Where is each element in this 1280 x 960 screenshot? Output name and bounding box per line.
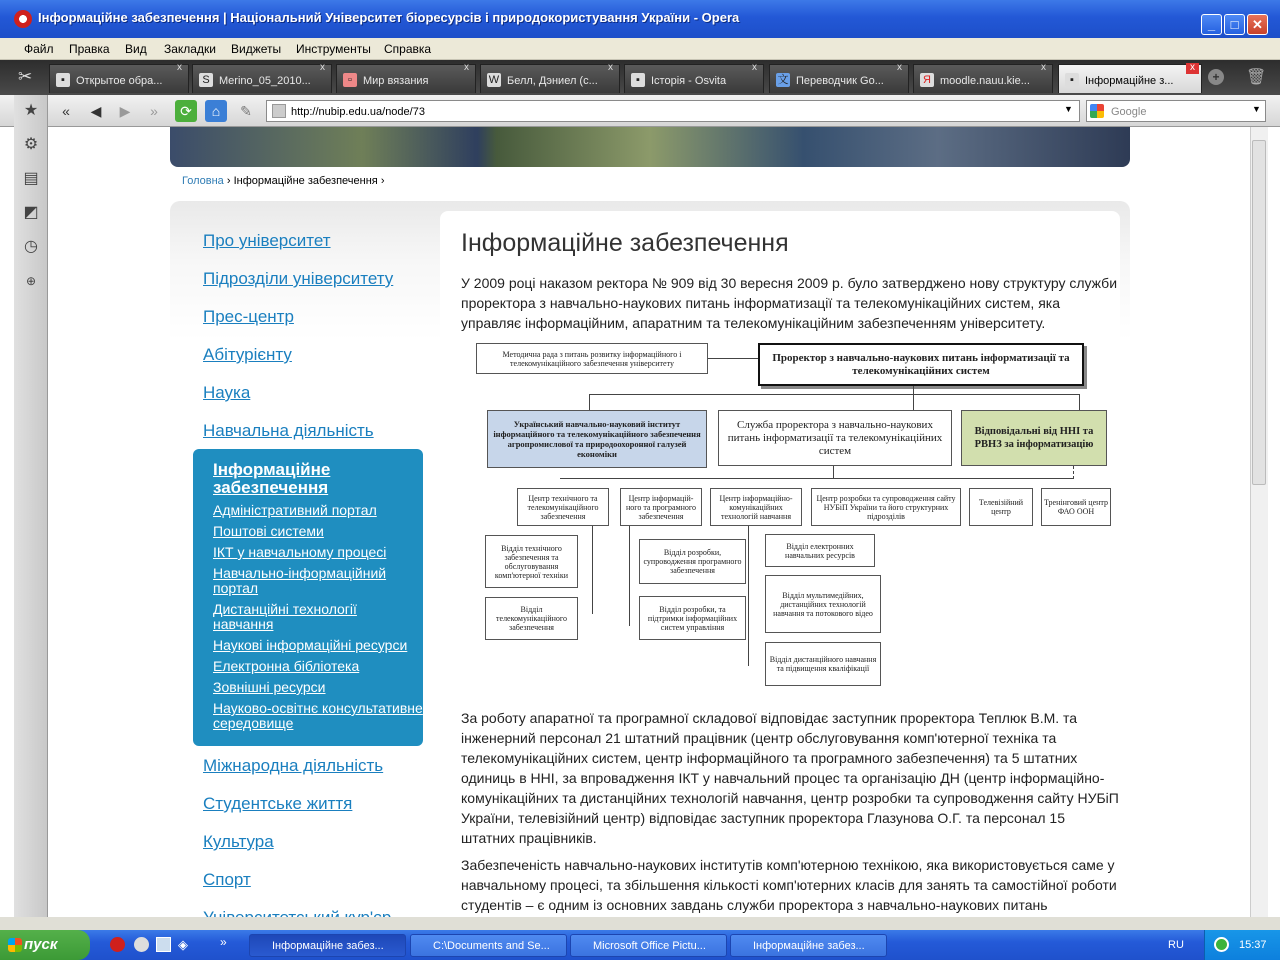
rewind-icon[interactable]: « <box>62 103 70 119</box>
quicklaunch-desktop-icon[interactable] <box>156 937 171 952</box>
nav-press[interactable]: Прес-центр <box>203 307 294 326</box>
subnav-edu-portal[interactable]: Навчально-інформаційний портал <box>213 565 387 596</box>
page-icon: ▪ <box>56 73 70 87</box>
diagram-dept-software: Відділ розробки, супроводження програмного забезпечення <box>639 539 746 584</box>
nav-about[interactable]: Про університет <box>203 231 331 250</box>
diagram-connector <box>629 526 630 626</box>
address-input[interactable]: http://nubip.edu.ua/node/73 <box>266 100 1080 122</box>
subnav-external[interactable]: Зовнішні ресурси <box>213 679 326 695</box>
intro-paragraph: У 2009 році наказом ректора № 909 від 30 вересня 2009 р. було затверджено нову структуру служби проректора з навчально-наукових питань інформатизації та телекомунікаційних систем, яка управляє інформаційним, апаратним та телекомунікаційним забезпеченням університету. <box>461 275 1118 331</box>
menu-bookmarks[interactable]: Закладки <box>164 42 216 56</box>
diagram-connector <box>1073 466 1074 480</box>
nav-international[interactable]: Міжнародна діяльність <box>203 756 384 775</box>
diagram-dept-eresources: Відділ електронних навчальних ресурсів <box>765 534 875 567</box>
tab-label: Merino_05_2010... <box>219 75 311 87</box>
subnav-ict[interactable]: ІКТ у навчальному процесі <box>213 544 387 560</box>
task-label: Інформаційне забез... <box>272 940 384 952</box>
org-structure-diagram <box>469 334 1119 689</box>
clock: 15:37 <box>1239 939 1267 951</box>
tray-network-icon[interactable] <box>1214 937 1229 952</box>
menu-view[interactable]: Вид <box>125 42 147 56</box>
tab-6[interactable] <box>769 64 909 93</box>
task-label: C:\Documents and Se... <box>433 940 550 952</box>
window-title-bar[interactable] <box>0 0 1280 38</box>
nav-info-support-active[interactable]: Інформаційне забезпечення <box>213 460 331 497</box>
breadcrumb-home-link[interactable]: Головна <box>182 175 224 187</box>
quicklaunch-3d-icon[interactable]: ◈ <box>178 937 188 952</box>
status-bar <box>0 917 1280 930</box>
history-clock-icon[interactable]: ◷ <box>24 238 38 255</box>
language-indicator[interactable]: RU <box>1168 939 1184 951</box>
page-title: Інформаційне забезпечення <box>461 229 789 257</box>
forward-icon[interactable]: ▶ <box>119 103 131 119</box>
tab-2[interactable] <box>192 64 332 93</box>
subnav-mail-systems[interactable]: Поштові системи <box>213 523 324 539</box>
diagram-dept-tech: Відділ технічного забезпечення та обслуговування комп'ютерної техніки <box>485 535 578 588</box>
diagram-center-ict: Центр інформаційно-комунікаційних технологій навчання <box>710 488 802 526</box>
header-banner-image <box>170 127 1130 167</box>
diagram-prorector: Проректор з навчально-наукових питань інформатизації та телекомунікаційних систем <box>758 343 1084 386</box>
google-icon <box>1090 104 1104 118</box>
menu-file[interactable]: Файл <box>24 42 54 56</box>
subnav-consult[interactable]: Науково-освітнє консультативне середовище <box>213 700 423 731</box>
tab-close-icon[interactable]: x <box>1041 62 1046 73</box>
scrollbar-thumb[interactable] <box>1252 140 1266 485</box>
s-icon: S <box>199 73 213 87</box>
tab-close-icon[interactable]: x <box>177 62 182 73</box>
diagram-center-fao: Тренінговий центр ФАО ООН <box>1041 488 1111 526</box>
wikipedia-icon: W <box>488 74 500 86</box>
diagram-dept-distance: Відділ дистанційного навчання та підвищення кваліфікації <box>765 642 881 686</box>
diagram-council: Методична рада з питань розвитку інформаційного і телекомунікаційного забезпечення університету <box>476 343 708 374</box>
search-input[interactable]: Google <box>1086 100 1266 122</box>
diagram-responsible: Відповідальні від ННІ та РВНЗ за інформатизацію <box>961 410 1107 466</box>
diagram-connector <box>592 526 593 614</box>
nav-active-section <box>193 449 423 746</box>
diagram-dept-telecom: Відділ телекомунікаційного забезпечення <box>485 597 578 640</box>
search-dropdown-icon[interactable]: ▼ <box>1252 104 1261 114</box>
add-panel-icon[interactable]: ⊕ <box>25 274 37 288</box>
diagram-service: Служба проректора з навчально-наукових питань інформатизації та телекомунікаційних систем <box>718 410 952 466</box>
menu-edit[interactable]: Правка <box>69 42 110 56</box>
diagram-center-tv: Телевізійний центр <box>969 488 1033 526</box>
tab-label: Открытое обра... <box>76 75 163 87</box>
nav-sport[interactable]: Спорт <box>203 870 251 889</box>
start-flag-icon <box>8 938 22 952</box>
subnav-admin-portal[interactable]: Адміністративний портал <box>213 502 377 518</box>
diagram-dept-multimedia: Відділ мультимедійних, дистанційних технологій навчання та потокового відео <box>765 575 881 633</box>
subnav-science-resources[interactable]: Наукові інформаційні ресурси <box>213 637 408 653</box>
opera-logo-icon <box>14 10 32 28</box>
nav-science[interactable]: Наука <box>203 383 251 402</box>
nav-education[interactable]: Навчальна діяльність <box>203 421 374 440</box>
page-icon: ▪ <box>1065 73 1079 87</box>
diagram-center-web: Центр розробки та супроводження сайту НУБіП України та його структурних підрозділів <box>811 488 961 526</box>
task-label: Інформаційне забез... <box>753 940 865 952</box>
breadcrumb-separator: › <box>226 175 231 187</box>
diagram-connector <box>708 358 758 359</box>
page-favicon <box>272 104 286 118</box>
tab-label: moodle.nauu.kie... <box>940 75 1030 87</box>
close-button[interactable]: ✕ <box>1247 14 1268 35</box>
bookmarks-star-icon[interactable]: ★ <box>23 102 39 119</box>
settings-gear-icon[interactable]: ⚙ <box>23 136 39 153</box>
nav-culture[interactable]: Культура <box>203 832 274 851</box>
menu-bar <box>0 38 1280 60</box>
diagram-connector <box>748 526 749 666</box>
web-page <box>49 127 1250 917</box>
taskbar-opera[interactable] <box>249 934 406 957</box>
edit-icon[interactable]: ✎ <box>240 103 252 119</box>
minimize-button[interactable]: _ <box>1201 14 1222 35</box>
tab-label: Переводчик Go... <box>796 75 884 87</box>
diagram-connector <box>560 478 1073 479</box>
diagram-dept-systems: Відділ розробки, та підтримки інформаційних систем управління <box>639 596 746 640</box>
side-panel <box>14 95 48 917</box>
tab-close-icon[interactable]: x <box>1186 63 1199 74</box>
back-icon[interactable]: ◀ <box>90 103 102 119</box>
nav-student-life[interactable]: Студентське життя <box>203 794 353 813</box>
breadcrumb-current: Інформаційне забезпечення <box>233 175 378 187</box>
nav-applicants[interactable]: Абітурієнту <box>203 345 292 364</box>
taskbar-word[interactable] <box>730 934 887 957</box>
diagram-center-tech: Центр технічного та телекомунікаційного забезпечення <box>517 488 609 526</box>
feeds-icon[interactable]: ◩ <box>23 204 39 221</box>
tab-label: Белл, Дэниел (с... <box>507 75 598 87</box>
tab-3[interactable] <box>336 64 476 93</box>
start-button[interactable]: пуск <box>0 930 90 960</box>
tab-close-icon[interactable]: x <box>752 62 757 73</box>
tab-close-icon[interactable]: x <box>897 62 902 73</box>
tools-icon[interactable]: ✂ <box>18 67 33 86</box>
taskbar-picture-manager[interactable] <box>570 934 727 957</box>
trash-icon[interactable]: 🗑 <box>1246 69 1267 86</box>
maximize-button[interactable]: □ <box>1224 14 1245 35</box>
diagram-connector <box>589 394 590 410</box>
diagram-center-info: Центр інформацій-ного та програмного забезпечення <box>620 488 702 526</box>
staff-paragraph: За роботу апаратної та програмної складової відповідає заступник проректора Теплюк В.М. та інженерний персонал 21 штатний працівник (центр обслуговування комп'ютерної техніка та телекомунікаційних систем, центр інформаційного та програмного забезпечення) та 5 штатних одиниць в ННІ, за впровадження ІКТ у навчальний процес та організацію ДН (центр інформаційно-комунікаційних та дистанційних технологій навчання, центр розробки та супроводження сайту НУБіП України, телевізійний центр) відповідає заступник проректора Глазунова О.Г. та персонал 15 штатних працівників. <box>461 710 1119 846</box>
tab-1[interactable] <box>49 64 189 93</box>
tab-label: Інформаційне з... <box>1085 75 1174 87</box>
taskbar-explorer[interactable] <box>410 934 567 957</box>
tab-5[interactable] <box>624 64 764 93</box>
breadcrumb-separator: › <box>380 175 385 187</box>
tab-close-icon[interactable]: x <box>464 62 469 73</box>
task-label: Microsoft Office Pictu... <box>593 940 706 952</box>
subnav-library[interactable]: Електронна бібліотека <box>213 658 360 674</box>
address-dropdown-icon[interactable]: ▼ <box>1064 104 1073 114</box>
menu-widgets[interactable]: Виджеты <box>231 42 282 56</box>
quicklaunch-media-icon[interactable] <box>134 937 149 952</box>
image-icon: ▫ <box>343 73 357 87</box>
translate-icon: 文 <box>777 74 789 86</box>
equipment-paragraph: Забезпеченість навчально-наукових інститутів комп'ютерною технікою, яка використовується саме у навчальному процесі, та збільшення кількості комп'ютерних класів для занять та самостійної роботи студентів – є одним із основних завдань служби проректора з навчально-наукових питань <box>461 857 1117 913</box>
quicklaunch-opera-icon[interactable] <box>110 937 125 952</box>
tab-7[interactable] <box>913 64 1053 93</box>
nav-departments[interactable]: Підрозділи університету <box>203 269 394 288</box>
diagram-connector <box>589 394 1079 395</box>
fast-forward-icon[interactable]: » <box>150 103 158 119</box>
tab-bar <box>0 60 1280 95</box>
tab-label: Мир вязания <box>363 75 429 87</box>
diagram-connector <box>833 466 834 478</box>
tab-label: Історія - Osvita <box>651 75 727 87</box>
tab-4[interactable] <box>480 64 620 93</box>
home-icon[interactable]: ⌂ <box>205 100 227 122</box>
quicklaunch-expand-icon[interactable]: » <box>220 935 227 949</box>
reload-icon[interactable]: ⟳ <box>175 100 197 122</box>
mail-icon[interactable]: ▤ <box>23 170 39 187</box>
breadcrumb <box>182 175 384 187</box>
menu-help[interactable]: Справка <box>384 42 432 56</box>
window-title: Інформаційне забезпечення | Національний Університет біоресурсів і природокористування України - Opera <box>38 10 740 25</box>
diagram-connector <box>913 386 914 410</box>
tab-8-active[interactable] <box>1058 64 1202 93</box>
menu-tools[interactable]: Инструменты <box>296 42 371 56</box>
new-tab-icon[interactable]: + <box>1208 69 1224 85</box>
diagram-connector <box>1079 394 1080 410</box>
tab-close-icon[interactable]: x <box>608 62 613 73</box>
page-icon: ▪ <box>631 73 645 87</box>
subnav-distance[interactable]: Дистанційні технології навчання <box>213 601 357 632</box>
tab-close-icon[interactable]: x <box>320 62 325 73</box>
yandex-icon: Я <box>920 73 934 87</box>
diagram-institute: Український навчально-науковий інститут інформаційного та телекомунікаційного забезпечення агропромислової та природоохоронної галузей економіки <box>487 410 707 468</box>
